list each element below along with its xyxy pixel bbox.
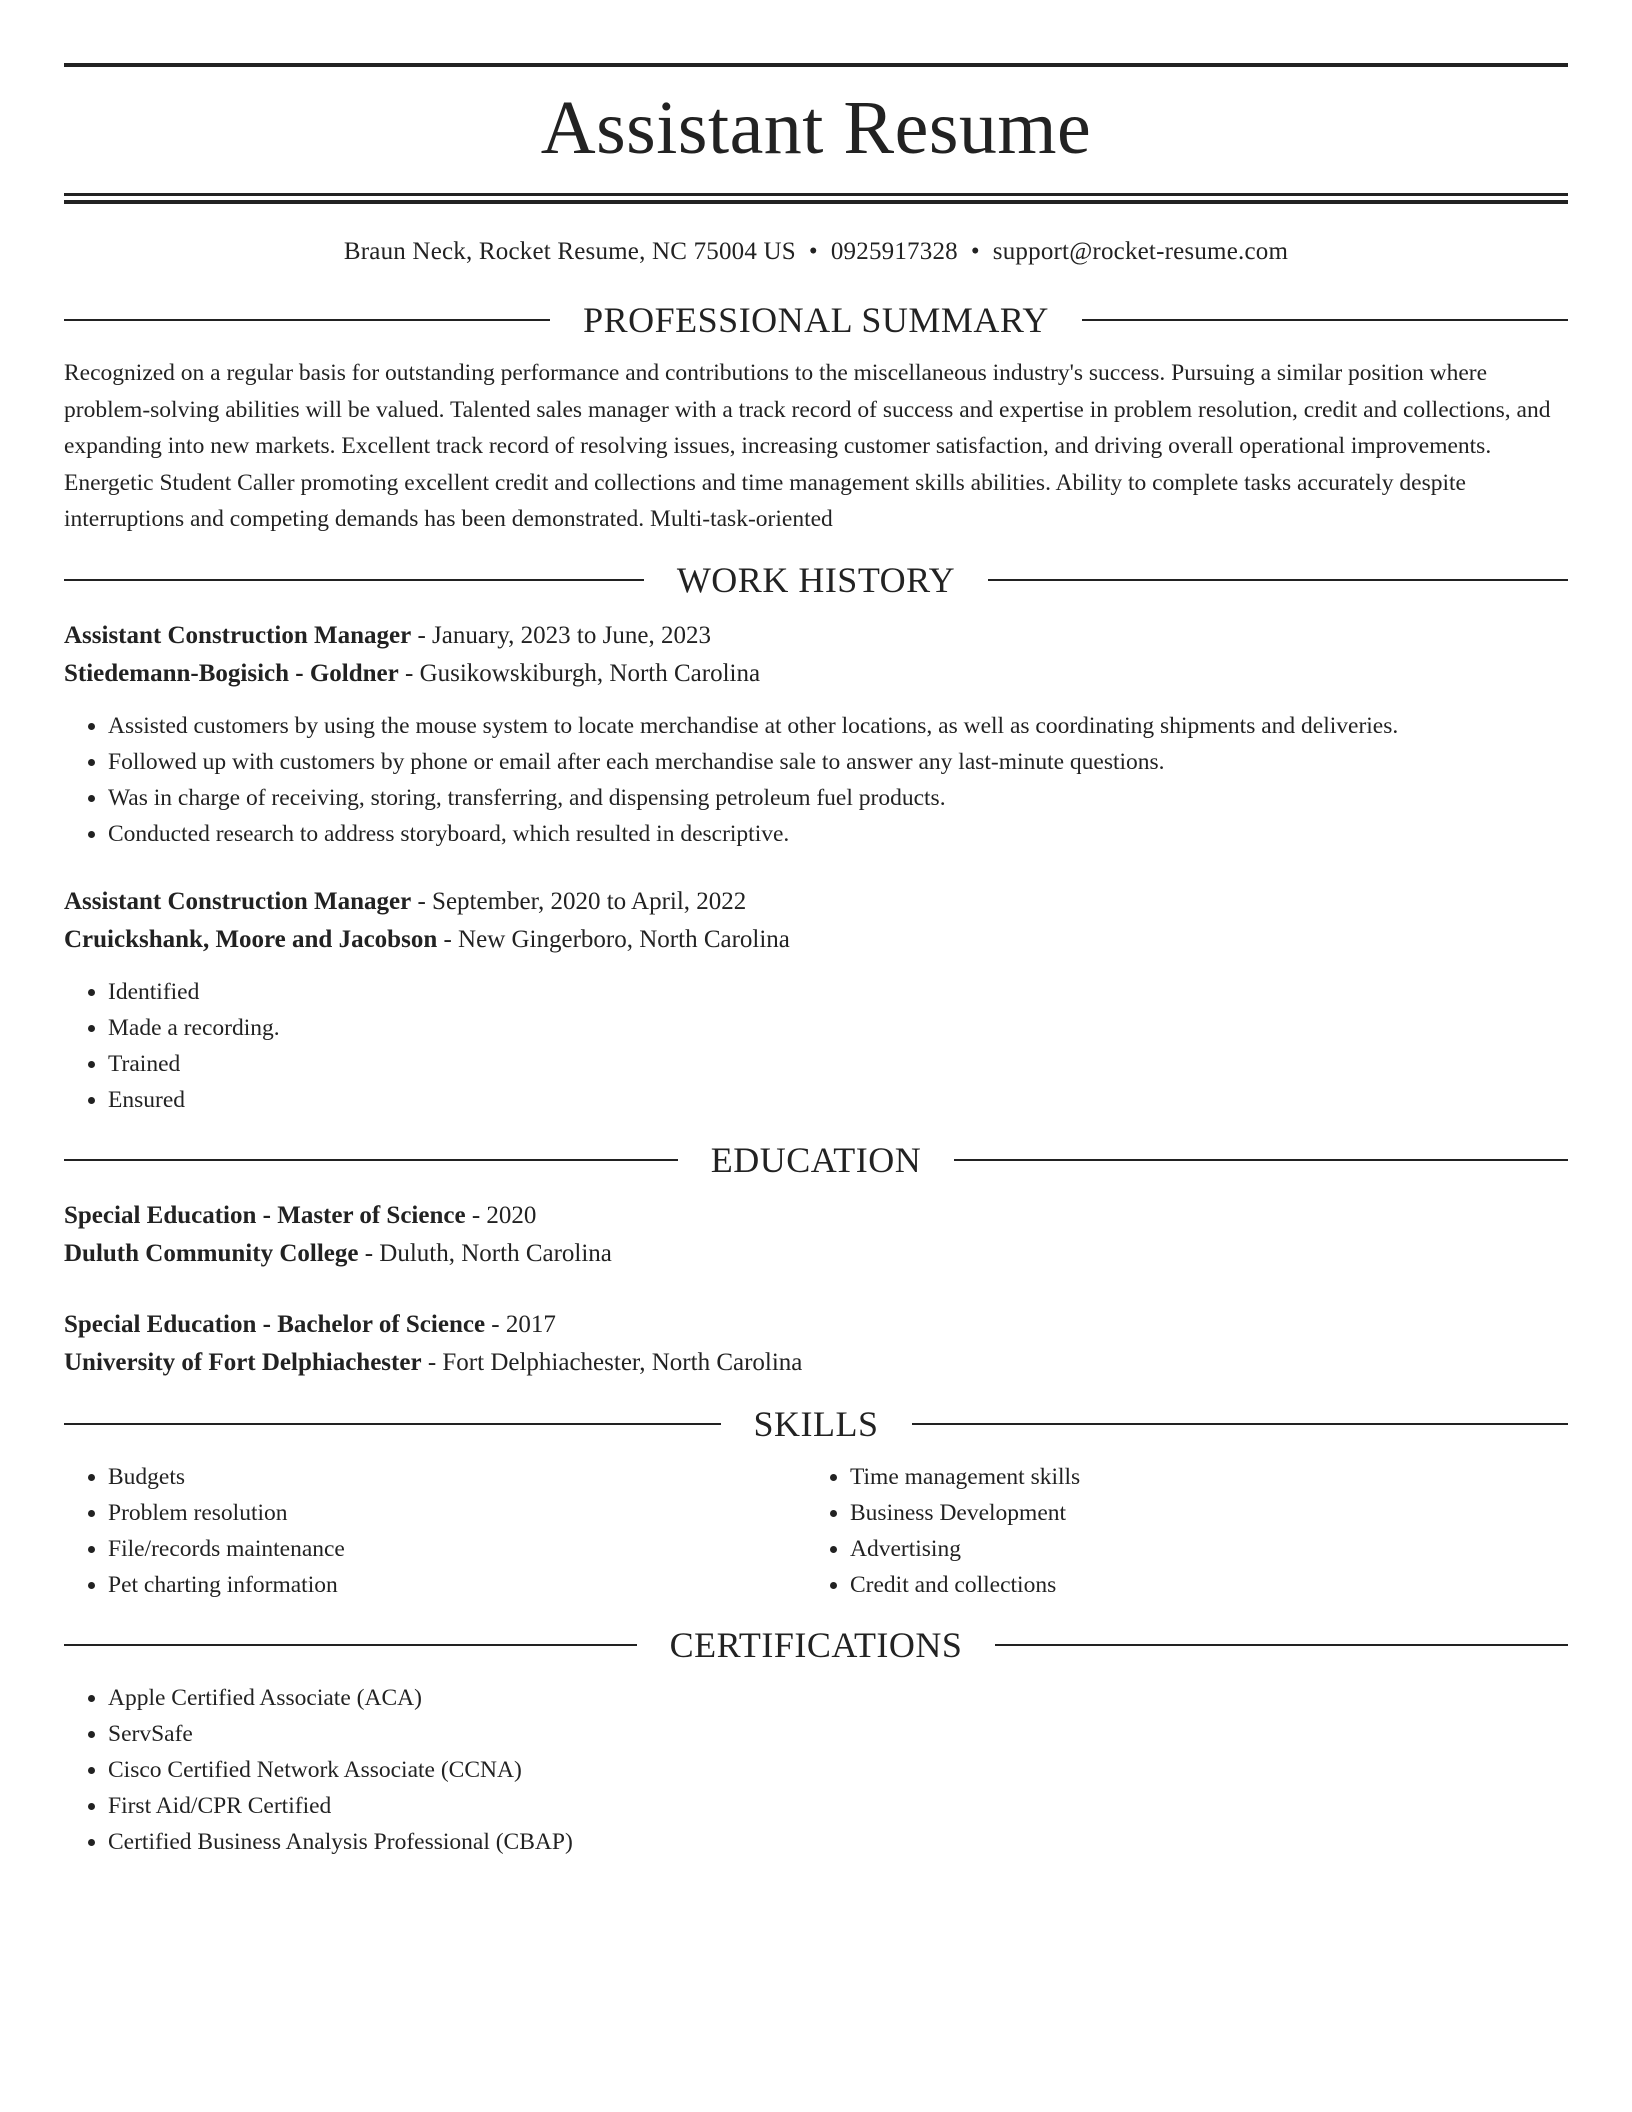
job-company-line <box>64 921 1568 959</box>
list-item: • Problem resolution <box>108 1495 806 1531</box>
heading-rule-right <box>912 1423 1569 1425</box>
education-entry <box>64 1306 1568 1382</box>
contact-email: support@rocket-resume.com <box>992 238 1289 265</box>
list-item: • Business Development <box>850 1495 1548 1531</box>
list-item: • Cisco Certified Network Associate (CCNA) <box>108 1752 1568 1788</box>
work-heading <box>64 558 1568 602</box>
contact-address: Braun Neck, Rocket Resume, NC 75004 US <box>343 238 796 265</box>
job-bullets <box>64 974 1568 1118</box>
contact-separator: • <box>970 238 980 265</box>
list-item: • Trained <box>108 1046 1568 1082</box>
job-title-line <box>64 883 1568 921</box>
job-title: Assistant Construction Manager <box>64 887 412 915</box>
education-degree-line <box>64 1197 1568 1235</box>
skills-column-left <box>64 1459 806 1603</box>
list-item: • Credit and collections <box>850 1567 1548 1603</box>
skills-heading <box>64 1402 1568 1446</box>
list-item: • Assisted customers by using the mouse system to locate merchandise at other locations, as well as coordinating shipments and deliveries. <box>108 708 1568 744</box>
list-item: • Advertising <box>850 1531 1548 1567</box>
list-item: • Followed up with customers by phone or email after each merchandise sale to answer any last-minute questions. <box>108 744 1568 780</box>
skills-bullets <box>806 1459 1548 1603</box>
certifications-heading-text: CERTIFICATIONS <box>669 1624 963 1665</box>
list-item: • Conducted research to address storyboard, which resulted in descriptive. <box>108 816 1568 852</box>
education-year: - 2017 <box>485 1310 556 1338</box>
heading-rule-left <box>64 1159 678 1161</box>
list-item: • Ensured <box>108 1082 1568 1118</box>
heading-rule-right <box>988 579 1568 581</box>
skills-heading-text: SKILLS <box>753 1403 879 1444</box>
education-heading <box>64 1138 1568 1182</box>
job-company: Cruickshank, Moore and Jacobson <box>64 925 438 953</box>
list-item: • File/records maintenance <box>108 1531 806 1567</box>
summary-text: Recognized on a regular basis for outstanding performance and contributions to the miscellaneous industry's success. Pursuing a similar position where problem-solving abilities will be valued. Talented sales manager with a track record of success and expertise in problem resolution, credit and collections, and expanding into new markets. Excellent track record of resolving issues, increasing customer satisfaction, and driving overall operational improvements. Energetic Student Caller promoting excellent credit and collections and time management skills abilities. Ability to complete tasks accurately despite interruptions and competing demands has been demonstrated. Multi-task-oriented <box>64 360 1551 532</box>
heading-rule-left <box>64 1644 637 1646</box>
title-double-rule <box>64 193 1568 204</box>
heading-rule-left <box>64 1423 721 1425</box>
education-year: - 2020 <box>465 1201 537 1229</box>
list-item: • Apple Certified Associate (ACA) <box>108 1680 1568 1716</box>
education-school-line <box>64 1235 1568 1273</box>
education-school-line <box>64 1344 1568 1382</box>
contact-separator: • <box>808 238 818 265</box>
heading-rule-left <box>64 319 550 321</box>
heading-rule-left <box>64 579 644 581</box>
education-location: - Fort Delphiachester, North Carolina <box>421 1348 803 1376</box>
summary-heading <box>64 298 1568 342</box>
list-item: • Time management skills <box>850 1459 1548 1495</box>
certifications-list <box>64 1680 1568 1860</box>
education-school: Duluth Community College <box>64 1239 359 1267</box>
education-location: - Duluth, North Carolina <box>358 1239 612 1267</box>
heading-rule-right <box>954 1159 1568 1161</box>
work-heading-text: WORK HISTORY <box>676 559 956 600</box>
heading-rule-right <box>995 1644 1568 1646</box>
heading-rule-right <box>1082 319 1568 321</box>
job-company-line <box>64 655 1568 693</box>
job-dates: - January, 2023 to June, 2023 <box>411 621 711 649</box>
job-location: - Gusikowskiburgh, North Carolina <box>398 659 761 687</box>
skills-bullets <box>64 1459 806 1603</box>
education-degree-line <box>64 1306 1568 1344</box>
education-degree: Special Education - Bachelor of Science <box>64 1310 486 1338</box>
list-item: • Budgets <box>108 1459 806 1495</box>
contact-line <box>64 237 1568 267</box>
job-entry <box>64 617 1568 852</box>
list-item: • First Aid/CPR Certified <box>108 1788 1568 1824</box>
list-item: • Was in charge of receiving, storing, transferring, and dispensing petroleum fuel products. <box>108 780 1568 816</box>
top-rule <box>64 63 1568 67</box>
education-entry <box>64 1197 1568 1273</box>
education-degree: Special Education - Master of Science <box>64 1201 466 1229</box>
job-company: Stiedemann-Bogisich - Goldner <box>64 659 399 687</box>
list-item: • ServSafe <box>108 1716 1568 1752</box>
job-location: - New Gingerboro, North Carolina <box>437 925 790 953</box>
job-title-line <box>64 617 1568 655</box>
job-dates: - September, 2020 to April, 2022 <box>411 887 747 915</box>
list-item: • Pet charting information <box>108 1567 806 1603</box>
job-title: Assistant Construction Manager <box>64 621 412 649</box>
resume-title: Assistant Resume <box>540 86 1092 170</box>
job-entry <box>64 883 1568 1118</box>
certifications-heading <box>64 1623 1568 1667</box>
list-item: • Identified <box>108 974 1568 1010</box>
list-item: • Made a recording. <box>108 1010 1568 1046</box>
skills-column-right <box>806 1459 1548 1603</box>
education-heading-text: EDUCATION <box>710 1139 922 1180</box>
education-school: University of Fort Delphiachester <box>64 1348 422 1376</box>
resume-page <box>64 0 1568 1860</box>
summary-heading-text: PROFESSIONAL SUMMARY <box>583 300 1049 340</box>
job-bullets <box>64 708 1568 852</box>
contact-phone: 0925917328 <box>830 238 958 265</box>
skills-list <box>64 1459 1568 1603</box>
list-item: • Certified Business Analysis Professional (CBAP) <box>108 1824 1568 1860</box>
